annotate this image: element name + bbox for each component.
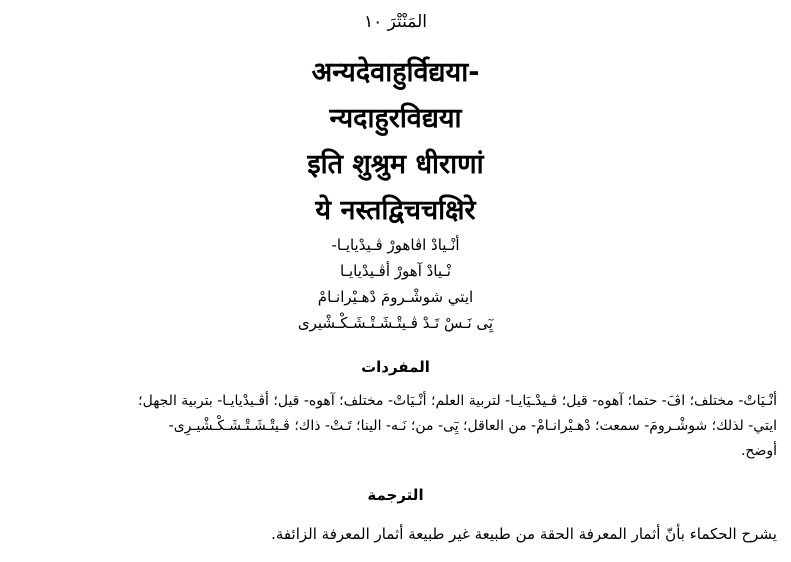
translation-heading: الترجمة [367,486,424,504]
sanskrit-line: न्यदाहुरविद्यया [329,103,462,134]
transliteration-line: أنْـيادْ اڤاهورْ ڤـيدْيايـا- [331,236,460,254]
translation-text: يشرح الحكماء بأنّ أثمار المعرفة الحقة من طبيعة غير طبيعة أثمار المعرفة الزائفة. [271,525,777,543]
vocabulary-line: أنْـيَاتْ- مختلف؛ اڤَ- حتما؛ آهوه- قيل؛ ڤـيدْـيَايـا- لتربية العلم؛ أنْـيَاتْ- مختلف؛ آهوه- قيل؛ أڤـيدْيايـا- بتربية الجهل؛ [138,393,777,409]
mantra-number: المَنْتْرَ ١٠ [363,12,428,32]
vocabulary-paragraph [6,389,777,464]
vocabulary-heading: المفردات [361,358,430,376]
vocabulary-line: ايتي- لذلك؛ شوشْـرومَ- سمعت؛ دْهـيْرانـامْ- من العاقل؛ يِٓى- من؛ نَـه- الينا؛ تَـتْ- ذاك؛ ڤـيتْـشَـتْـشَـكْـشْيـرِى- [168,418,777,434]
sanskrit-line: इति शुश्रुम धीराणां [307,149,484,180]
transliteration-line: يِٓى نَـسْ تَـدْ ڤـيتْـشَـتْـشَـكْـشْيرى [297,314,494,332]
sanskrit-line: अन्यदेवाहुर्विद्यया- [311,57,480,88]
arabic-transliteration [0,232,791,336]
sanskrit-line: ये नस्तद्विचचक्षिरे [315,195,476,226]
sanskrit-verse [0,50,791,234]
transliteration-line: ايتي شوشْـرومَ دْهـيْرانـامْ [317,288,474,306]
vocabulary-line: أوضح. [740,443,777,459]
transliteration-line: نْـيادْ آهورْ أڤـيدْيايـا [340,262,451,280]
